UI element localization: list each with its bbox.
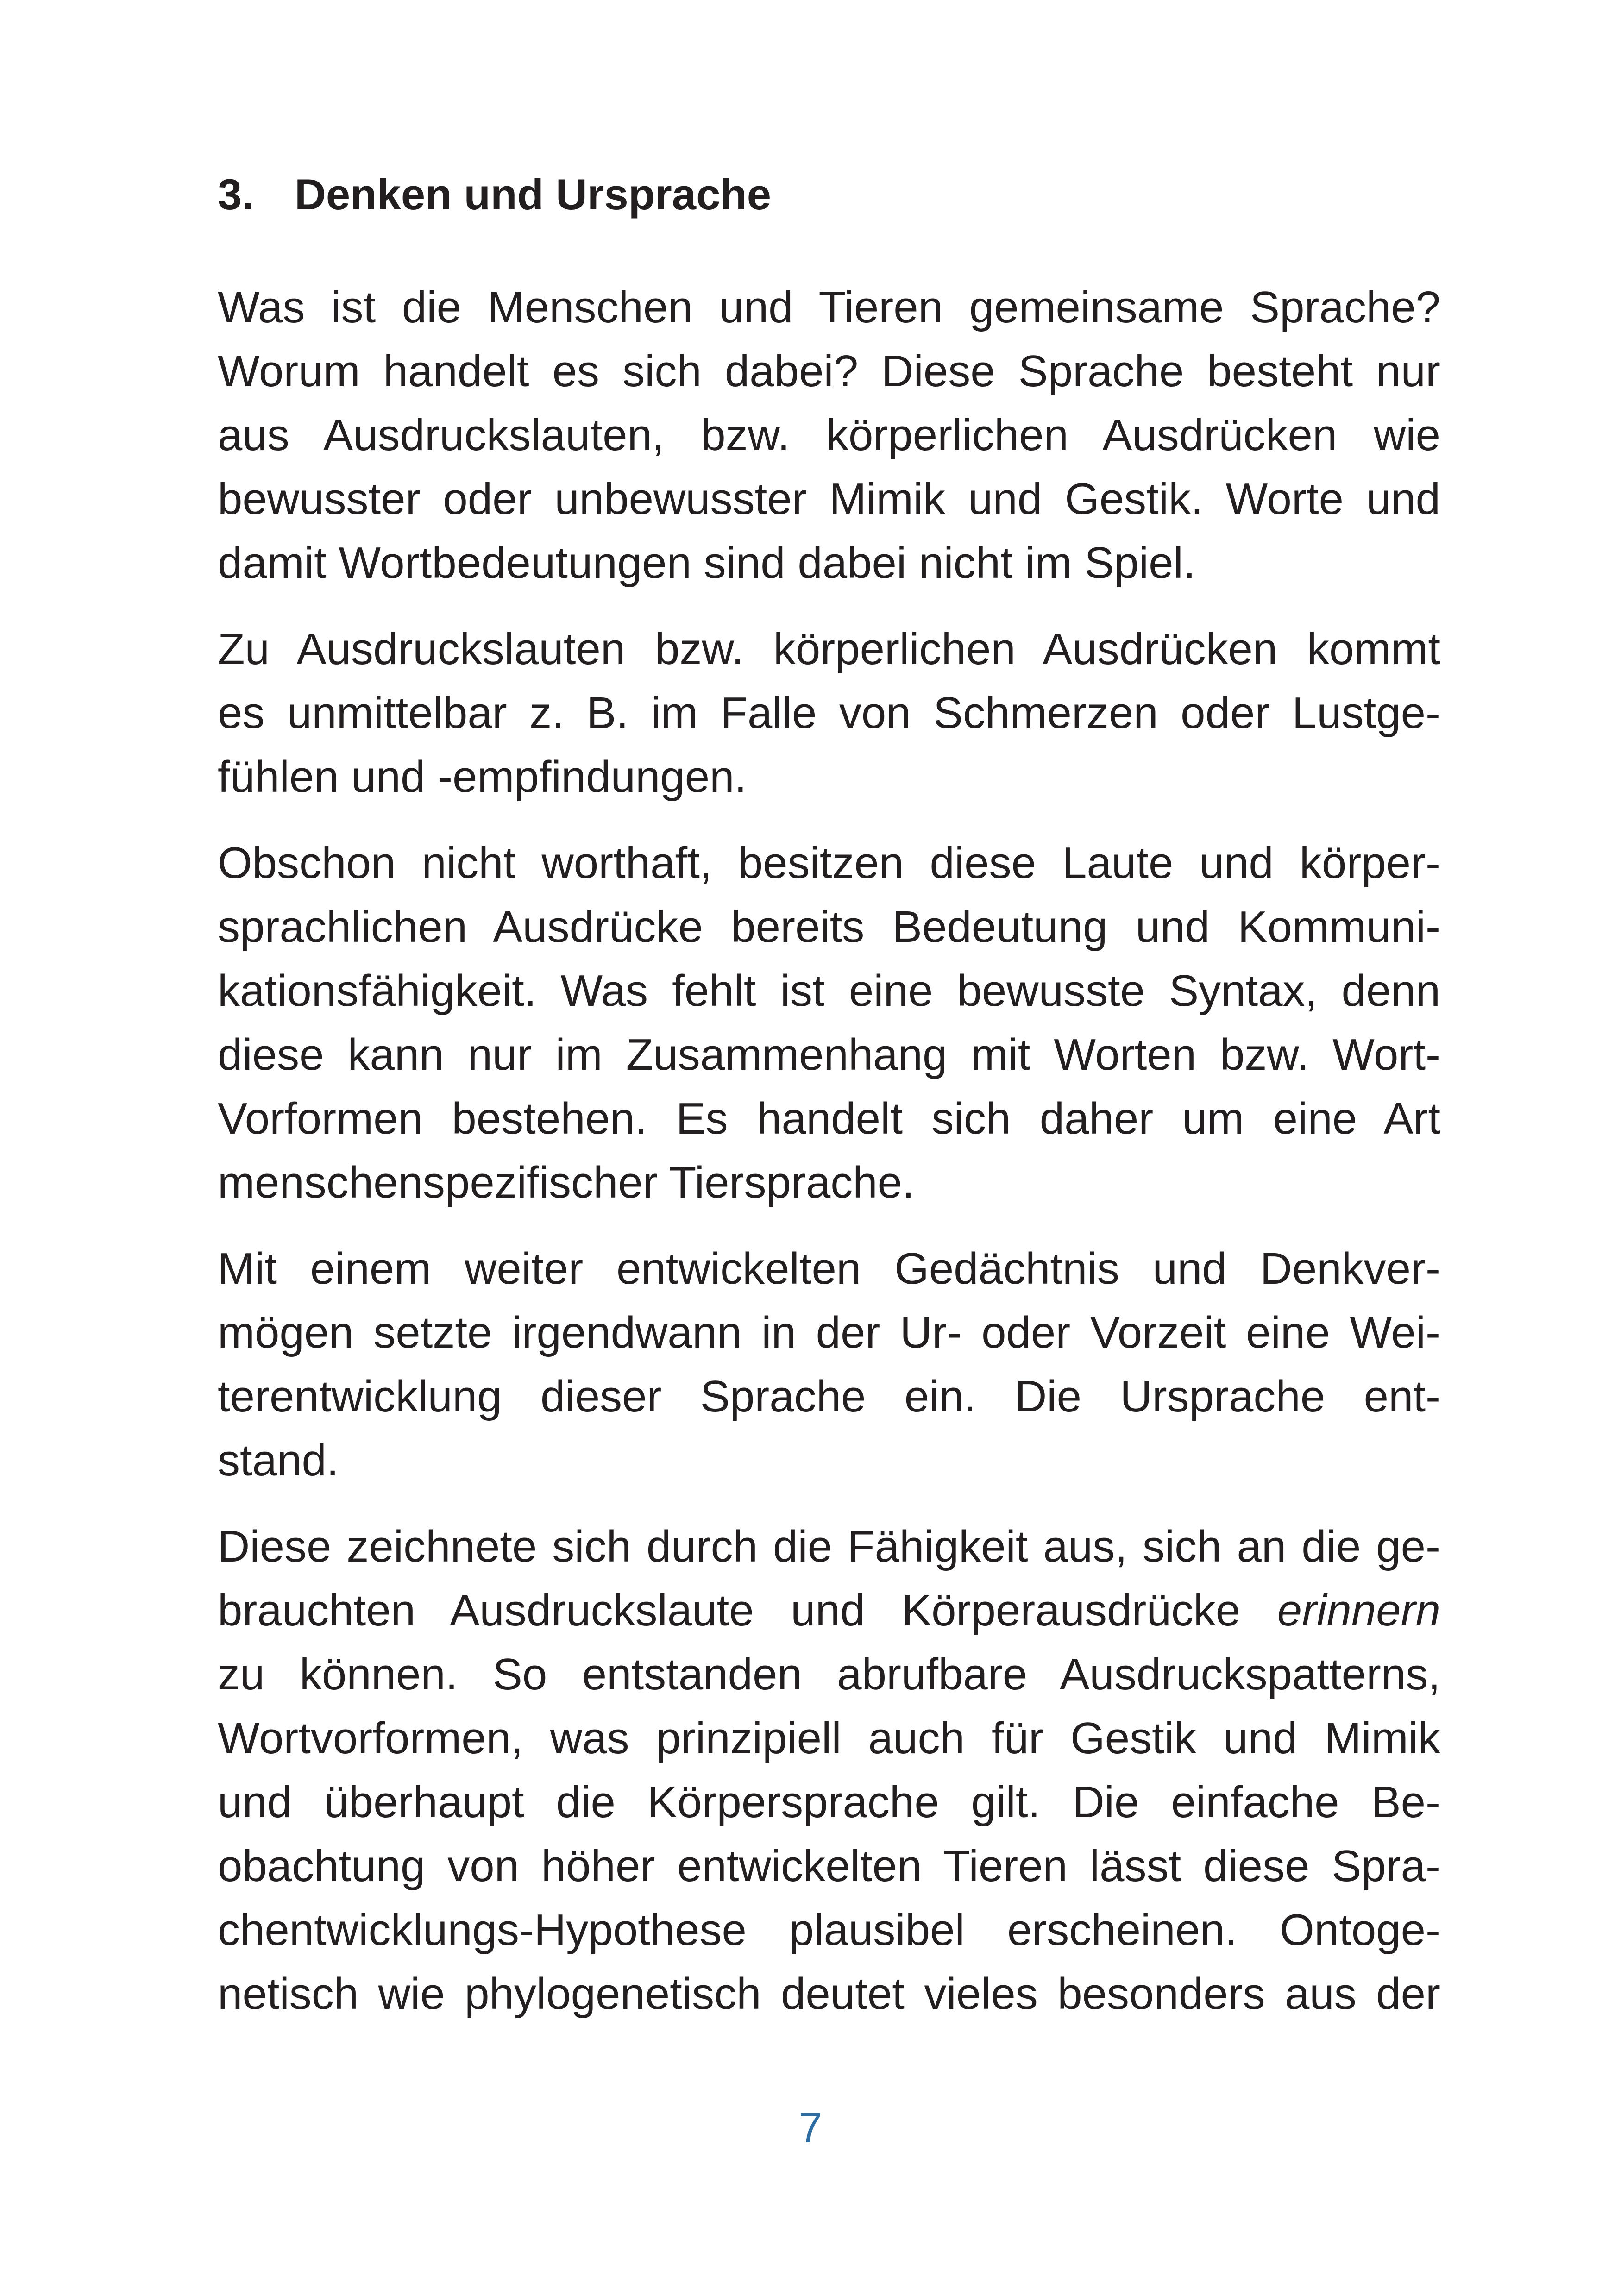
text-segment: brauchten Ausdruckslaute und Körperausdrücke [218,1586,1277,1635]
page-number: 7 [798,2104,823,2152]
text-line: Mit einem weiter entwickelten Gedächtnis und Denkver- [218,1244,1440,1293]
paragraph [218,1515,1440,2026]
text-line: Obschon nicht worthaft, besitzen diese Laute und körper- [218,838,1440,888]
text-line: terentwicklung dieser Sprache ein. Die Ursprache ent- [218,1372,1440,1421]
text-line: obachtung von höher entwickelten Tieren lässt diese Spra- [218,1841,1440,1891]
text-line: kationsfähigkeit. Was fehlt ist eine bewusste Syntax, denn [218,966,1440,1016]
text-line: bewusster oder unbewusster Mimik und Gestik. Worte und [218,474,1440,524]
text-line: sprachlichen Ausdrücke bereits Bedeutung und Kommuni- [218,902,1440,952]
text-line: aus Ausdruckslauten, bzw. körperlichen Ausdrücken wie [218,410,1440,460]
text-line: es unmittelbar z. B. im Falle von Schmerzen oder Lustge- [218,688,1440,738]
text-line: und überhaupt die Körpersprache gilt. Die einfache Be- [218,1777,1440,1827]
section-title: Denken und Ursprache [295,170,772,219]
text-line: damit Wortbedeutungen sind dabei nicht im Spiel. [218,538,1196,588]
text-line: chentwicklungs-Hypothese plausibel erscheinen. Ontoge- [218,1905,1440,1955]
text-line: Wortvorformen, was prinzipiell auch für Gestik und Mimik [218,1713,1440,1763]
text-line: fühlen und -empfindungen. [218,752,747,802]
paragraph [218,831,1440,1215]
paragraph [218,617,1440,809]
text-line: mögen setzte irgendwann in der Ur- oder Vorzeit eine Wei- [218,1308,1440,1357]
text-line: menschenspezifischer Tiersprache. [218,1158,915,1207]
text-line: Worum handelt es sich dabei? Diese Sprache besteht nur [218,346,1440,396]
emphasized-word: erinnern [1277,1586,1440,1635]
text-line: netisch wie phylogenetisch deutet vieles besonders aus der [218,1969,1440,2019]
text-line-with-emphasis [218,1579,1440,1643]
text-line: Vorformen bestehen. Es handelt sich daher um eine Art [218,1094,1440,1143]
text-line: stand. [218,1436,339,1485]
section-heading [218,164,1422,225]
text-line: zu können. So entstanden abrufbare Ausdruckspatterns, [218,1650,1440,1699]
text-line: diese kann nur im Zusammenhang mit Worten bzw. Wort- [218,1030,1440,1079]
text-line: Zu Ausdruckslauten bzw. körperlichen Ausdrücken kommt [218,624,1440,674]
paragraph [218,1237,1440,1493]
body-text [218,276,1440,2048]
paragraph [218,276,1440,595]
text-line: Was ist die Menschen und Tieren gemeinsame Sprache? [218,282,1440,332]
section-number: 3. [218,170,254,219]
text-line: Diese zeichnete sich durch die Fähigkeit aus, sich an die ge- [218,1522,1440,1571]
